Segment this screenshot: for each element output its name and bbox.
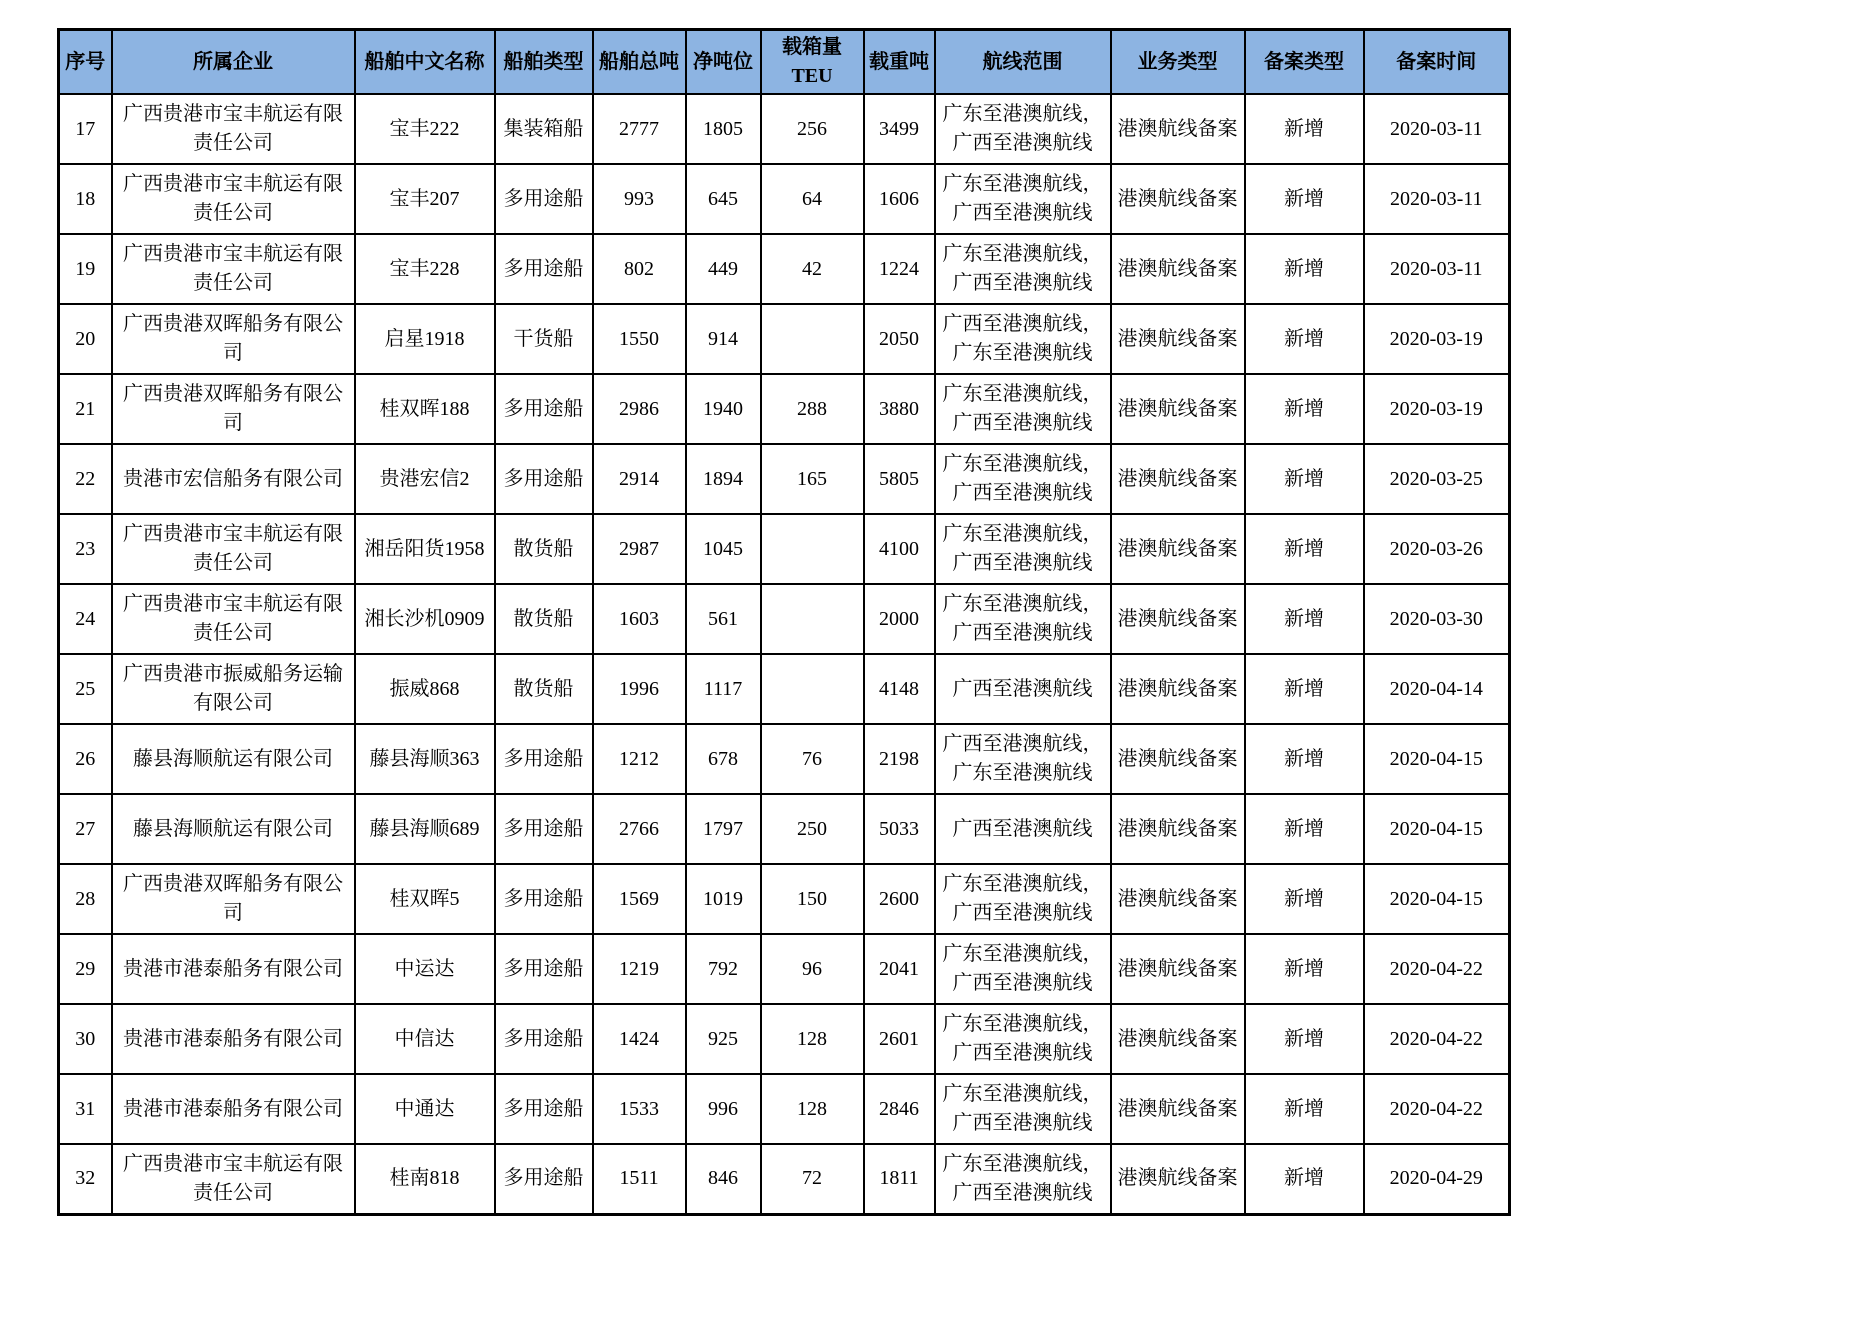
- table-cell: 22: [59, 444, 112, 514]
- table-cell: 256: [761, 94, 864, 164]
- table-cell: 2050: [864, 304, 935, 374]
- table-cell: 1797: [686, 794, 761, 864]
- table-cell: 2020-04-22: [1364, 1004, 1510, 1074]
- table-cell: 广东至港澳航线，广西至港澳航线: [935, 164, 1111, 234]
- table-row: [59, 304, 1510, 374]
- table-cell: 42: [761, 234, 864, 304]
- table-row: [59, 1004, 1510, 1074]
- table-cell: 港澳航线备案: [1111, 724, 1245, 794]
- column-header: 业务类型: [1111, 30, 1245, 95]
- table-row: [59, 234, 1510, 304]
- table-cell: 新增: [1245, 934, 1364, 1004]
- table-cell: 1811: [864, 1144, 935, 1214]
- table-cell: 5805: [864, 444, 935, 514]
- table-cell: 多用途船: [495, 444, 593, 514]
- table-cell: 广西至港澳航线: [935, 794, 1111, 864]
- table-row: [59, 444, 1510, 514]
- table-cell: 新增: [1245, 94, 1364, 164]
- table-row: [59, 374, 1510, 444]
- table-cell: 914: [686, 304, 761, 374]
- table-cell: 1940: [686, 374, 761, 444]
- column-header: 船舶总吨: [593, 30, 686, 95]
- table-cell: 散货船: [495, 654, 593, 724]
- table-cell: 多用途船: [495, 374, 593, 444]
- table-cell: 港澳航线备案: [1111, 584, 1245, 654]
- table-cell: 23: [59, 514, 112, 584]
- table-cell: 桂南818: [355, 1144, 495, 1214]
- table-cell: 广西贵港市振威船务运输有限公司: [112, 654, 355, 724]
- column-header: 航线范围: [935, 30, 1111, 95]
- table-cell: 1511: [593, 1144, 686, 1214]
- table-cell: 新增: [1245, 374, 1364, 444]
- table-cell: 贵港市港泰船务有限公司: [112, 1074, 355, 1144]
- table-cell: 76: [761, 724, 864, 794]
- table-cell: 新增: [1245, 234, 1364, 304]
- column-header: 序号: [59, 30, 112, 95]
- table-cell: 792: [686, 934, 761, 1004]
- table-cell: 港澳航线备案: [1111, 1144, 1245, 1214]
- table-cell: 广西贵港市宝丰航运有限责任公司: [112, 164, 355, 234]
- table-cell: 2020-04-15: [1364, 864, 1510, 934]
- table-cell: 1603: [593, 584, 686, 654]
- table-cell: 振威868: [355, 654, 495, 724]
- table-cell: 新增: [1245, 1074, 1364, 1144]
- table-cell: [761, 514, 864, 584]
- table-cell: 21: [59, 374, 112, 444]
- table-cell: 2766: [593, 794, 686, 864]
- table-cell: 2020-04-22: [1364, 1074, 1510, 1144]
- table-cell: 846: [686, 1144, 761, 1214]
- table-cell: 广东至港澳航线，广西至港澳航线: [935, 1074, 1111, 1144]
- table-cell: 996: [686, 1074, 761, 1144]
- table-cell: 多用途船: [495, 794, 593, 864]
- table-cell: 广东至港澳航线，广西至港澳航线: [935, 374, 1111, 444]
- table-cell: 20: [59, 304, 112, 374]
- table-cell: 1212: [593, 724, 686, 794]
- table-cell: 1550: [593, 304, 686, 374]
- table-cell: 2600: [864, 864, 935, 934]
- table-cell: 桂双晖188: [355, 374, 495, 444]
- table-cell: 多用途船: [495, 164, 593, 234]
- table-cell: 散货船: [495, 514, 593, 584]
- table-cell: 31: [59, 1074, 112, 1144]
- table-cell: 新增: [1245, 794, 1364, 864]
- table-cell: 3880: [864, 374, 935, 444]
- table-row: [59, 514, 1510, 584]
- table-cell: 港澳航线备案: [1111, 514, 1245, 584]
- column-header: 所属企业: [112, 30, 355, 95]
- table-cell: 64: [761, 164, 864, 234]
- table-cell: 新增: [1245, 304, 1364, 374]
- table-cell: 新增: [1245, 724, 1364, 794]
- table-cell: 广东至港澳航线，广西至港澳航线: [935, 514, 1111, 584]
- table-cell: 25: [59, 654, 112, 724]
- table-cell: 165: [761, 444, 864, 514]
- table-cell: 29: [59, 934, 112, 1004]
- table-cell: [761, 304, 864, 374]
- table-cell: 2020-04-15: [1364, 724, 1510, 794]
- column-header: 备案类型: [1245, 30, 1364, 95]
- table-cell: 2020-03-26: [1364, 514, 1510, 584]
- table-cell: 2914: [593, 444, 686, 514]
- table-cell: 广东至港澳航线，广西至港澳航线: [935, 864, 1111, 934]
- table-cell: 新增: [1245, 584, 1364, 654]
- table-cell: 2020-03-19: [1364, 374, 1510, 444]
- table-row: [59, 584, 1510, 654]
- table-cell: 1219: [593, 934, 686, 1004]
- table-cell: 128: [761, 1074, 864, 1144]
- table-cell: 1805: [686, 94, 761, 164]
- table-cell: 港澳航线备案: [1111, 94, 1245, 164]
- table-cell: 新增: [1245, 1144, 1364, 1214]
- table-cell: 中运达: [355, 934, 495, 1004]
- table-cell: 广东至港澳航线，广西至港澳航线: [935, 444, 1111, 514]
- table-cell: 广西至港澳航线，广东至港澳航线: [935, 724, 1111, 794]
- table-cell: 96: [761, 934, 864, 1004]
- table-cell: 新增: [1245, 1004, 1364, 1074]
- table-cell: 湘长沙机0909: [355, 584, 495, 654]
- table-row: [59, 724, 1510, 794]
- table-cell: 288: [761, 374, 864, 444]
- table-cell: 561: [686, 584, 761, 654]
- table-cell: 干货船: [495, 304, 593, 374]
- table-cell: 广东至港澳航线，广西至港澳航线: [935, 934, 1111, 1004]
- table-row: [59, 654, 1510, 724]
- table-cell: 贵港市港泰船务有限公司: [112, 934, 355, 1004]
- table-cell: 藤县海顺航运有限公司: [112, 724, 355, 794]
- table-cell: 港澳航线备案: [1111, 234, 1245, 304]
- table-row: [59, 934, 1510, 1004]
- table-cell: 27: [59, 794, 112, 864]
- table-cell: 2020-04-29: [1364, 1144, 1510, 1214]
- table-header-row: [59, 30, 1510, 95]
- table-cell: 集装箱船: [495, 94, 593, 164]
- table-cell: 中信达: [355, 1004, 495, 1074]
- table-cell: 散货船: [495, 584, 593, 654]
- table-row: [59, 794, 1510, 864]
- table-cell: 贵港市宏信船务有限公司: [112, 444, 355, 514]
- table-cell: 多用途船: [495, 864, 593, 934]
- document-sheet: [57, 28, 1511, 1216]
- table-cell: 1117: [686, 654, 761, 724]
- table-cell: 港澳航线备案: [1111, 654, 1245, 724]
- table-cell: 广西至港澳航线，广东至港澳航线: [935, 304, 1111, 374]
- table-cell: 港澳航线备案: [1111, 794, 1245, 864]
- table-cell: 2020-04-14: [1364, 654, 1510, 724]
- table-cell: 32: [59, 1144, 112, 1214]
- table-row: [59, 1074, 1510, 1144]
- table-cell: 2020-04-15: [1364, 794, 1510, 864]
- table-cell: 广西贵港市宝丰航运有限责任公司: [112, 584, 355, 654]
- table-cell: 广西贵港市宝丰航运有限责任公司: [112, 234, 355, 304]
- table-row: [59, 94, 1510, 164]
- table-cell: 645: [686, 164, 761, 234]
- table-cell: 2846: [864, 1074, 935, 1144]
- table-cell: 多用途船: [495, 724, 593, 794]
- table-cell: 1224: [864, 234, 935, 304]
- table-cell: 新增: [1245, 444, 1364, 514]
- table-cell: 广西至港澳航线: [935, 654, 1111, 724]
- table-cell: 18: [59, 164, 112, 234]
- table-cell: 广西贵港双晖船务有限公司: [112, 374, 355, 444]
- table-cell: 1019: [686, 864, 761, 934]
- table-cell: 宝丰222: [355, 94, 495, 164]
- table-cell: 1569: [593, 864, 686, 934]
- table-cell: 港澳航线备案: [1111, 1004, 1245, 1074]
- table-cell: 港澳航线备案: [1111, 864, 1245, 934]
- table-cell: 2198: [864, 724, 935, 794]
- table-cell: 2020-03-30: [1364, 584, 1510, 654]
- table-cell: 2601: [864, 1004, 935, 1074]
- table-cell: 1045: [686, 514, 761, 584]
- table-cell: 2020-04-22: [1364, 934, 1510, 1004]
- table-cell: [761, 654, 864, 724]
- table-cell: [761, 584, 864, 654]
- table-cell: 港澳航线备案: [1111, 934, 1245, 1004]
- table-cell: 启星1918: [355, 304, 495, 374]
- table-cell: 广东至港澳航线，广西至港澳航线: [935, 1144, 1111, 1214]
- table-cell: 19: [59, 234, 112, 304]
- table-cell: 26: [59, 724, 112, 794]
- table-cell: 多用途船: [495, 1074, 593, 1144]
- table-cell: 中通达: [355, 1074, 495, 1144]
- table-cell: 1533: [593, 1074, 686, 1144]
- table-row: [59, 864, 1510, 934]
- table-cell: 678: [686, 724, 761, 794]
- table-row: [59, 164, 1510, 234]
- table-cell: 2041: [864, 934, 935, 1004]
- table-cell: 2986: [593, 374, 686, 444]
- table-cell: 2020-03-11: [1364, 234, 1510, 304]
- table-cell: 1996: [593, 654, 686, 724]
- table-cell: 港澳航线备案: [1111, 1074, 1245, 1144]
- table-body: [59, 94, 1510, 1214]
- table-cell: 2987: [593, 514, 686, 584]
- table-cell: 港澳航线备案: [1111, 444, 1245, 514]
- table-cell: 24: [59, 584, 112, 654]
- table-cell: 4100: [864, 514, 935, 584]
- table-cell: 30: [59, 1004, 112, 1074]
- table-cell: 802: [593, 234, 686, 304]
- table-cell: 多用途船: [495, 934, 593, 1004]
- table-cell: 广西贵港双晖船务有限公司: [112, 864, 355, 934]
- table-cell: 广东至港澳航线，广西至港澳航线: [935, 584, 1111, 654]
- table-cell: 宝丰207: [355, 164, 495, 234]
- column-header: 载箱量TEU: [761, 30, 864, 95]
- table-cell: 宝丰228: [355, 234, 495, 304]
- table-cell: 28: [59, 864, 112, 934]
- table-cell: 藤县海顺363: [355, 724, 495, 794]
- table-cell: 多用途船: [495, 1144, 593, 1214]
- table-cell: 湘岳阳货1958: [355, 514, 495, 584]
- table-cell: 广东至港澳航线，广西至港澳航线: [935, 1004, 1111, 1074]
- table-cell: 17: [59, 94, 112, 164]
- column-header: 净吨位: [686, 30, 761, 95]
- column-header: 船舶类型: [495, 30, 593, 95]
- column-header: 备案时间: [1364, 30, 1510, 95]
- table-cell: 2020-03-11: [1364, 94, 1510, 164]
- table-cell: 广西贵港市宝丰航运有限责任公司: [112, 514, 355, 584]
- table-cell: 桂双晖5: [355, 864, 495, 934]
- table-cell: 2000: [864, 584, 935, 654]
- table-cell: 藤县海顺航运有限公司: [112, 794, 355, 864]
- table-cell: 广东至港澳航线，广西至港澳航线: [935, 94, 1111, 164]
- table-row: [59, 1144, 1510, 1214]
- table-cell: 449: [686, 234, 761, 304]
- table-cell: 2020-03-11: [1364, 164, 1510, 234]
- table-cell: 3499: [864, 94, 935, 164]
- table-cell: 128: [761, 1004, 864, 1074]
- table-cell: 港澳航线备案: [1111, 374, 1245, 444]
- table-cell: 2777: [593, 94, 686, 164]
- table-cell: 5033: [864, 794, 935, 864]
- table-cell: 港澳航线备案: [1111, 304, 1245, 374]
- table-cell: 新增: [1245, 164, 1364, 234]
- table-cell: 多用途船: [495, 1004, 593, 1074]
- table-cell: 贵港市港泰船务有限公司: [112, 1004, 355, 1074]
- table-cell: 2020-03-25: [1364, 444, 1510, 514]
- table-cell: 新增: [1245, 864, 1364, 934]
- table-cell: 广西贵港市宝丰航运有限责任公司: [112, 1144, 355, 1214]
- table-cell: 150: [761, 864, 864, 934]
- ship-filing-table: [57, 28, 1511, 1216]
- table-header: [59, 30, 1510, 95]
- table-cell: 2020-03-19: [1364, 304, 1510, 374]
- column-header: 船舶中文名称: [355, 30, 495, 95]
- table-cell: 1606: [864, 164, 935, 234]
- table-cell: 250: [761, 794, 864, 864]
- table-cell: 新增: [1245, 514, 1364, 584]
- table-cell: 广西贵港市宝丰航运有限责任公司: [112, 94, 355, 164]
- table-cell: 新增: [1245, 654, 1364, 724]
- table-cell: 925: [686, 1004, 761, 1074]
- table-cell: 1894: [686, 444, 761, 514]
- table-cell: 港澳航线备案: [1111, 164, 1245, 234]
- table-cell: 72: [761, 1144, 864, 1214]
- table-cell: 贵港宏信2: [355, 444, 495, 514]
- table-cell: 广西贵港双晖船务有限公司: [112, 304, 355, 374]
- table-cell: 广东至港澳航线，广西至港澳航线: [935, 234, 1111, 304]
- table-cell: 993: [593, 164, 686, 234]
- table-cell: 4148: [864, 654, 935, 724]
- table-cell: 多用途船: [495, 234, 593, 304]
- table-cell: 1424: [593, 1004, 686, 1074]
- table-cell: 藤县海顺689: [355, 794, 495, 864]
- column-header: 载重吨: [864, 30, 935, 95]
